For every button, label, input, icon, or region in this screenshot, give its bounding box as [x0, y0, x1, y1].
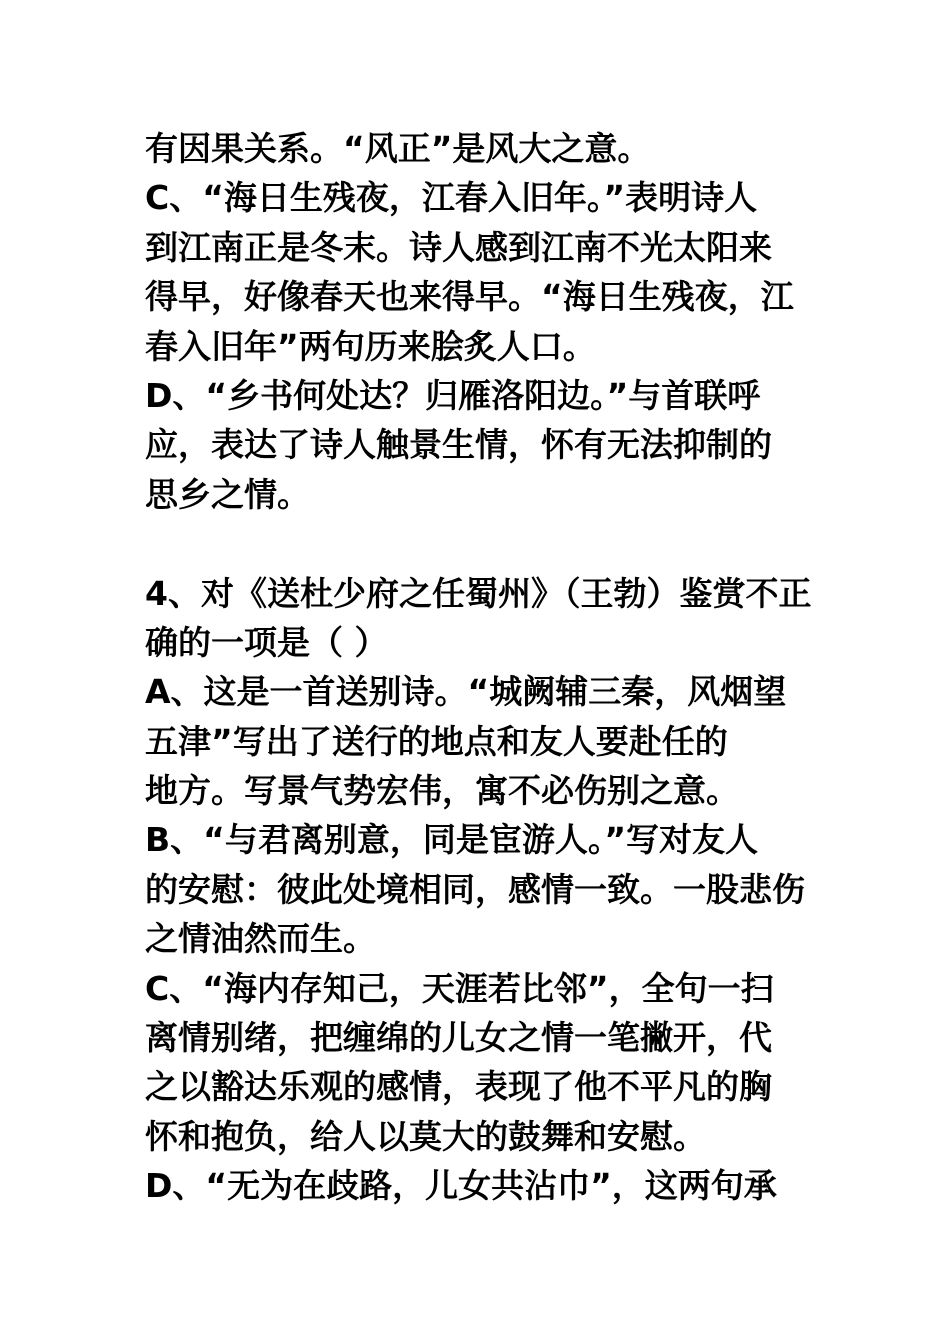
text-line: D、“乡书何处达？归雁洛阳边。”与首联呼	[145, 375, 761, 415]
question-line: 确的一项是（ ）	[145, 622, 388, 662]
document-page	[145, 124, 810, 1211]
text-line: 思乡之情。	[145, 474, 310, 514]
question-line: 4、对《送杜少府之任蜀州》（王勃）鉴赏不正	[145, 573, 812, 613]
option-line: 五津”写出了送行的地点和友人要赴任的	[145, 721, 728, 761]
text-line: 应，表达了诗人触景生情，怀有无法抑制的	[145, 425, 772, 465]
option-line: A、这是一首送别诗。“城阙辅三秦，风烟望	[145, 672, 787, 712]
option-line: B、“与君离别意，同是宦游人。”写对友人	[145, 820, 759, 860]
text-line: 春入旧年”两句历来脍炙人口。	[145, 326, 596, 366]
text-line: 到江南正是冬末。诗人感到江南不光太阳来	[145, 227, 772, 267]
option-line: D、“无为在歧路，儿女共沾巾”，这两句承	[145, 1166, 777, 1206]
option-line: 之以豁达乐观的感情，表现了他不平凡的胸	[145, 1067, 772, 1107]
text-line: C、“海日生残夜，江春入旧年。”表明诗人	[145, 178, 758, 218]
option-line: C、“海内存知己，天涯若比邻”，全句一扫	[145, 968, 774, 1008]
option-line: 怀和抱负，给人以莫大的鼓舞和安慰。	[145, 1116, 706, 1156]
option-line: 离情别绪，把缠绵的儿女之情一笔撇开，代	[145, 1018, 772, 1058]
blank-line	[145, 519, 810, 568]
text-line: 有因果关系。“风正”是风大之意。	[145, 129, 651, 168]
option-line: 地方。写景气势宏伟，寓不必伤别之意。	[145, 771, 739, 811]
option-line: 的安慰：彼此处境相同，感情一致。一股悲伤	[145, 869, 805, 909]
paragraph-block-2	[145, 569, 810, 1211]
option-line: 之情油然而生。	[145, 919, 376, 959]
text-line: 得早，好像春天也来得早。“海日生残夜，江	[145, 277, 794, 317]
paragraph-block-1	[145, 124, 810, 519]
